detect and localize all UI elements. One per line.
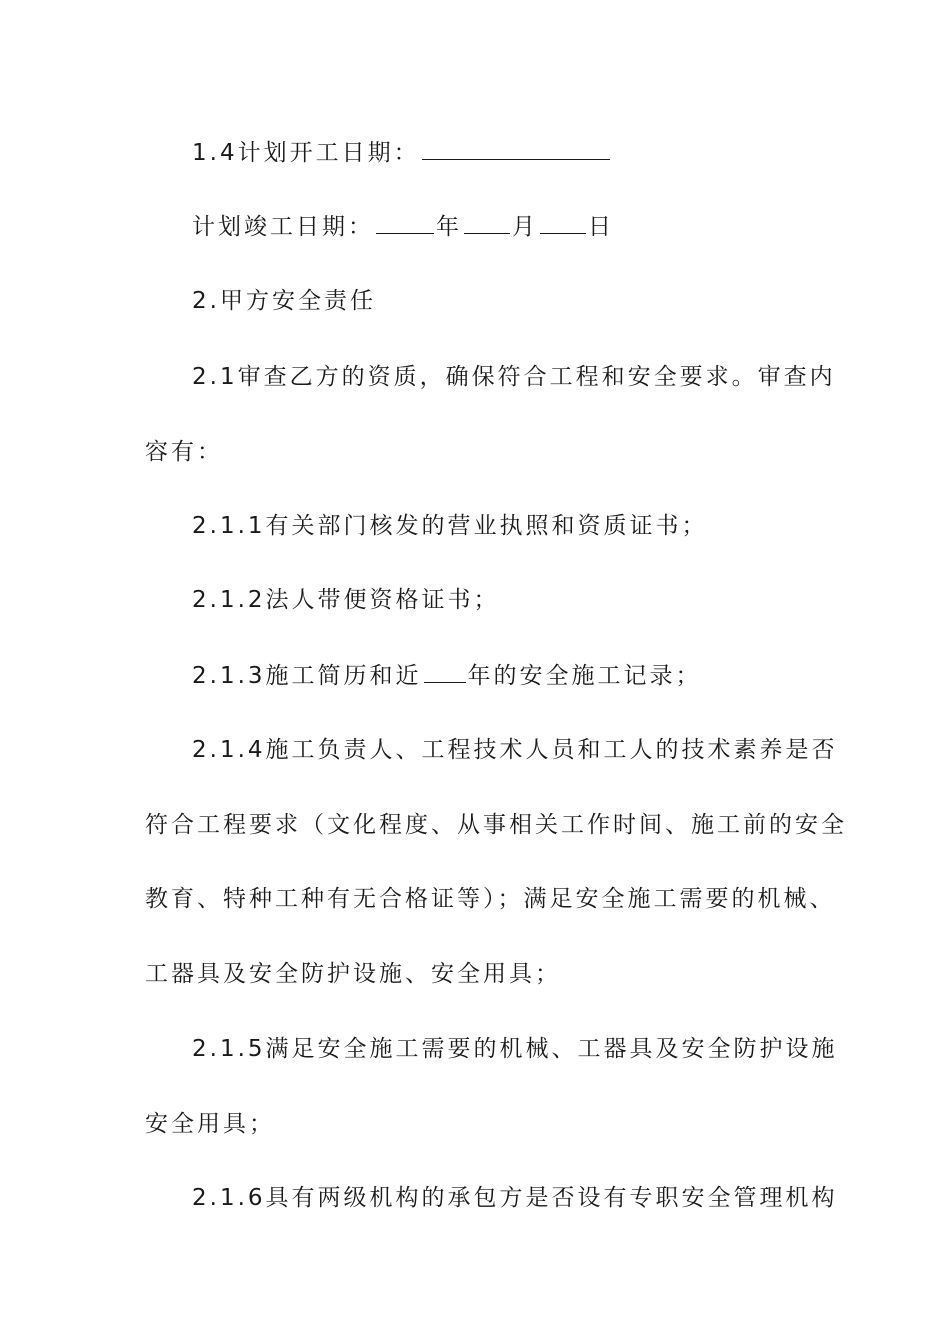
item-2-1-5-line-1: 2.1.5满足安全施工需要的机械、工器具及安全防护设施 bbox=[192, 1036, 838, 1062]
month-label: 月 bbox=[512, 214, 538, 240]
item-2-1-4-line-1: 2.1.4施工负责人、工程技术人员和工人的技术素养是否 bbox=[192, 737, 838, 763]
planned-start-date-line bbox=[192, 137, 862, 168]
section-heading: 2.甲方安全责任 bbox=[192, 288, 376, 314]
item-2-1-5-line-2: 安全用具； bbox=[145, 1111, 275, 1137]
item-2-1-3-part-a: 2.1.3施工简历和近 bbox=[192, 663, 422, 689]
item-2-1-1: 2.1.1有关部门核发的营业执照和资质证书； bbox=[192, 513, 708, 539]
item-2-1-3-part-b: 年的安全施工记录； bbox=[467, 663, 702, 689]
paragraph-2-1-line-2: 容有： bbox=[145, 439, 223, 465]
item-2-1-4-line-3: 教育、特种工种有无合格证等）；满足安全施工需要的机械、 bbox=[145, 886, 836, 912]
planned-start-date-label: 1.4计划开工日期： bbox=[192, 140, 420, 166]
years-blank bbox=[424, 660, 466, 683]
planned-completion-date-label: 计划竣工日期： bbox=[192, 214, 374, 240]
completion-year-blank bbox=[376, 211, 434, 234]
item-2-1-3 bbox=[192, 660, 862, 691]
completion-month-blank bbox=[464, 211, 510, 234]
paragraph-2-1-line-1: 2.1审查乙方的资质，确保符合工程和安全要求。审查内 bbox=[192, 364, 836, 390]
item-2-1-2: 2.1.2法人带便资格证书； bbox=[192, 587, 500, 613]
completion-day-blank bbox=[540, 211, 586, 234]
day-label: 日 bbox=[588, 214, 614, 240]
planned-completion-date-line bbox=[192, 211, 862, 242]
item-2-1-4-line-4: 工器具及安全防护设施、安全用具； bbox=[145, 961, 561, 987]
planned-start-date-blank bbox=[422, 137, 610, 160]
item-2-1-4-line-2: 符合工程要求（文化程度、从事相关工作时间、施工前的安全 bbox=[145, 812, 847, 838]
year-label: 年 bbox=[436, 214, 462, 240]
item-2-1-6: 2.1.6具有两级机构的承包方是否设有专职安全管理机构 bbox=[192, 1185, 838, 1211]
